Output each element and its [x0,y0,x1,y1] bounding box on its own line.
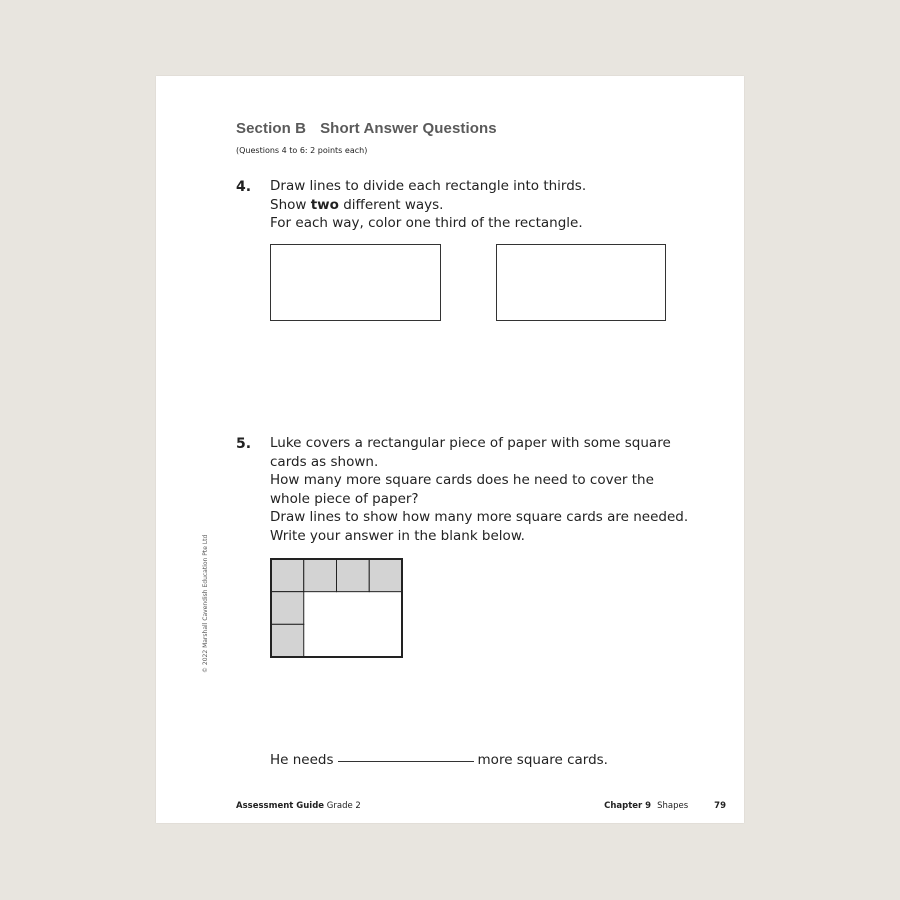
question-5-line: Draw lines to show how many more square cards are needed. [270,509,689,525]
answer-line [270,752,608,768]
square-card [369,559,402,592]
section-label: Section B [236,120,307,137]
answer-prefix: He needs [270,752,334,768]
section-title: Short Answer Questions [320,120,497,137]
question-4-number: 4. [236,179,252,195]
square-card [304,559,337,592]
square-card [271,592,304,625]
question-5-line: Write your answer in the blank below. [270,527,525,544]
question-5-text [270,434,688,545]
footer-chapter: Chapter 9 [604,801,652,811]
question-5-line: whole piece of paper? [270,490,419,507]
emphasis-two: two [310,196,339,213]
rectangle-left[interactable] [270,244,441,321]
paper-with-square-cards[interactable] [270,558,403,658]
question-5-line: cards as shown. [270,453,379,470]
question-4-line: Show two different ways. [270,196,444,213]
square-card [271,559,304,592]
worksheet-page [156,76,744,823]
question-4-line: Draw lines to divide each rectangle into thirds. [270,178,587,194]
answer-blank[interactable] [338,760,474,762]
page-number: 79 [714,801,726,811]
question-4-line: For each way, color one third of the rectangle. [270,215,583,231]
copyright-notice: © 2022 Marshall Cavendish Education Pte Ltd [202,534,209,673]
question-5-line: Luke covers a rectangular piece of paper with some square [270,435,671,451]
question-4-text [270,177,586,233]
question-5-line: How many more square cards does he need to cover the [270,472,654,488]
footer-book-title: Assessment Guide Grade 2 [236,801,361,811]
answer-suffix: more square cards. [477,752,608,768]
footer-topic: Shapes [657,801,689,811]
square-card [271,624,304,657]
square-cards [271,559,402,657]
footer-chapter-info [604,801,726,811]
section-heading [236,120,497,137]
question-5-number: 5. [236,436,252,452]
square-card [337,559,370,592]
rectangle-right[interactable] [496,244,666,321]
points-note: (Questions 4 to 6: 2 points each) [236,146,368,155]
